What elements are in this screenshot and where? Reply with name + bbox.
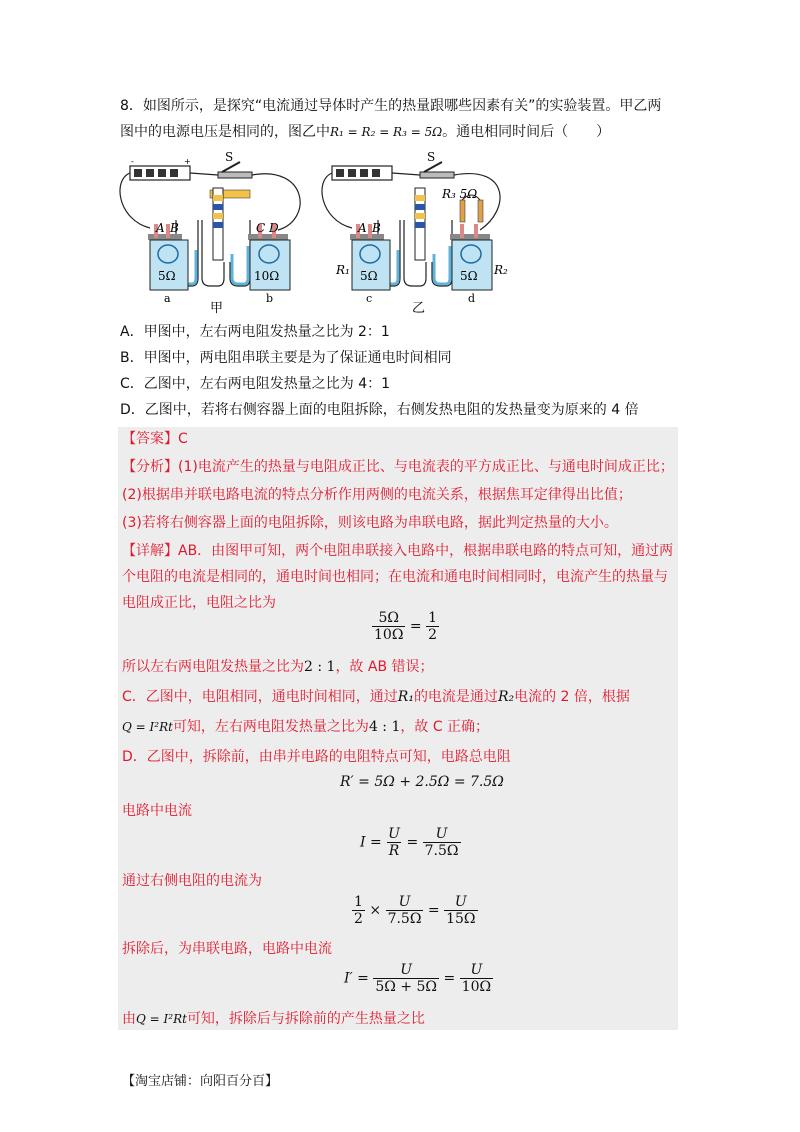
detail-line-1: 【详解】AB．由图甲可知，两个电阻串联接入电路中，根据串联电路的特点可知，通过两 — [122, 543, 674, 559]
apparatus-jia — [120, 150, 300, 316]
experiment-figure — [118, 150, 508, 318]
switch-label-left: S — [225, 150, 234, 164]
ab-conclusion: 所以左右两电阻发热量之比为2 : 1，故 AB 错误； — [122, 659, 434, 675]
label-c: c — [366, 292, 373, 305]
question-line-2: 图中的电源电压是相同的，图乙中R₁ = R₂ = R₃ = 5Ω。通电相同时间后（ ） — [120, 124, 611, 140]
resistor-label-a: 5Ω — [158, 269, 176, 283]
after-removal-label: 拆除后，为串联电路，电路中电流 — [122, 941, 332, 957]
detail-line-2: 个电阻的电流是相同的，通电时间也相同；在电流和通电时间相同时，电流产生的热量与 — [122, 569, 668, 585]
apparatus-yi — [322, 150, 508, 316]
label-R1: R₁ — [336, 263, 350, 277]
label-d: d — [468, 292, 476, 305]
formula-current-after: I′ = $\frac{U}{5\Omega + 5\Omega}$ = $\frac{U}{10\Omega}$ — [344, 962, 492, 995]
label-R2: R₂ — [494, 263, 508, 277]
switch-left — [218, 162, 252, 178]
formula-right-current: $\frac{1}{2}$ × $\frac{U}{7.5\Omega}$ = $\frac{U}{15\Omega}$ — [354, 894, 476, 927]
label-D: D — [269, 221, 279, 235]
c-line-1: C．乙图中，电阻相同，通电时间相同，通过R₁的电流是通过R₂电流的 2 倍，根据 — [122, 689, 630, 705]
detail-line-3: 电阻成正比，电阻之比为 — [122, 595, 276, 611]
formula-resistance-ratio: $\frac{5\Omega}{10\Omega}$ = $\frac{1}{2}$ — [374, 610, 437, 643]
resistor-label-d: 5Ω — [460, 269, 478, 283]
resistor-label-b: 10Ω — [254, 269, 280, 283]
final-line: 由Q = I²Rt可知，拆除后与拆除前的产生热量之比 — [122, 1011, 425, 1027]
resistor-equality: R₁ = R₂ = R₃ = 5Ω — [330, 125, 443, 139]
label-b: b — [266, 292, 274, 305]
option-c: C．乙图中，左右两电阻发热量之比为 4：1 — [120, 376, 391, 392]
label-B-left: B — [170, 221, 179, 235]
label-C: C — [256, 221, 266, 235]
answer-line: 【答案】C — [122, 431, 188, 447]
battery-left — [130, 157, 191, 180]
analysis-line-2: (2)根据串并联电路电流的特点分析作用两侧的电流关系，根据焦耳定律得出比值； — [122, 487, 632, 503]
switch-right — [420, 162, 454, 178]
formula-current: I = $\frac{U}{R}$ = $\frac{U}{7.5\Omega}$ — [360, 826, 459, 859]
analysis-line-3: (3)若将右侧容器上面的电阻拆除，则该电路为串联电路，据此判定热量的大小。 — [122, 515, 618, 531]
label-A-left: A — [156, 221, 165, 235]
caption-jia: 甲 — [210, 301, 224, 316]
formula-total-resistance: R′ = 5Ω + 2.5Ω = 7.5Ω — [340, 774, 504, 790]
option-d: D．乙图中，若将右侧容器上面的电阻拆除，右侧发热电阻的发热量变为原来的 4 倍 — [120, 402, 639, 418]
question-line-1: 8．如图所示，是探究“电流通过导体时产生的热量跟哪些因素有关”的实验装置。甲乙两 — [120, 98, 662, 114]
svg-text:+: + — [184, 157, 191, 166]
label-B-right: B — [372, 221, 381, 235]
resistor-label-c: 5Ω — [360, 269, 378, 283]
analysis-line-1: 【分析】(1)电流产生的热量与电阻成正比、与电流表的平方成正比、与通电时间成正比； — [122, 459, 674, 475]
d-line-1: D．乙图中，拆除前，由串并电路的电阻特点可知，电路总电阻 — [122, 749, 511, 765]
c-line-2: Q = I²Rt可知，左右两电阻发热量之比为4 : 1，故 C 正确； — [122, 719, 490, 735]
label-a: a — [164, 292, 171, 305]
label-A-right: A — [358, 221, 367, 235]
label-r3: R₃ 5Ω — [442, 187, 478, 201]
shop-footer: 【淘宝店铺：向阳百分百】 — [122, 1074, 279, 1089]
option-b: B．甲图中，两电阻串联主要是为了保证通电时间相同 — [120, 350, 452, 366]
switch-label-right: S — [427, 150, 436, 164]
current-label: 电路中电流 — [122, 803, 192, 819]
svg-text:-: - — [131, 157, 134, 166]
right-current-label: 通过右侧电阻的电流为 — [122, 873, 262, 889]
battery-right — [332, 166, 392, 180]
option-a: A．甲图中，左右两电阻发热量之比为 2：1 — [120, 324, 390, 340]
caption-yi: 乙 — [412, 301, 426, 316]
